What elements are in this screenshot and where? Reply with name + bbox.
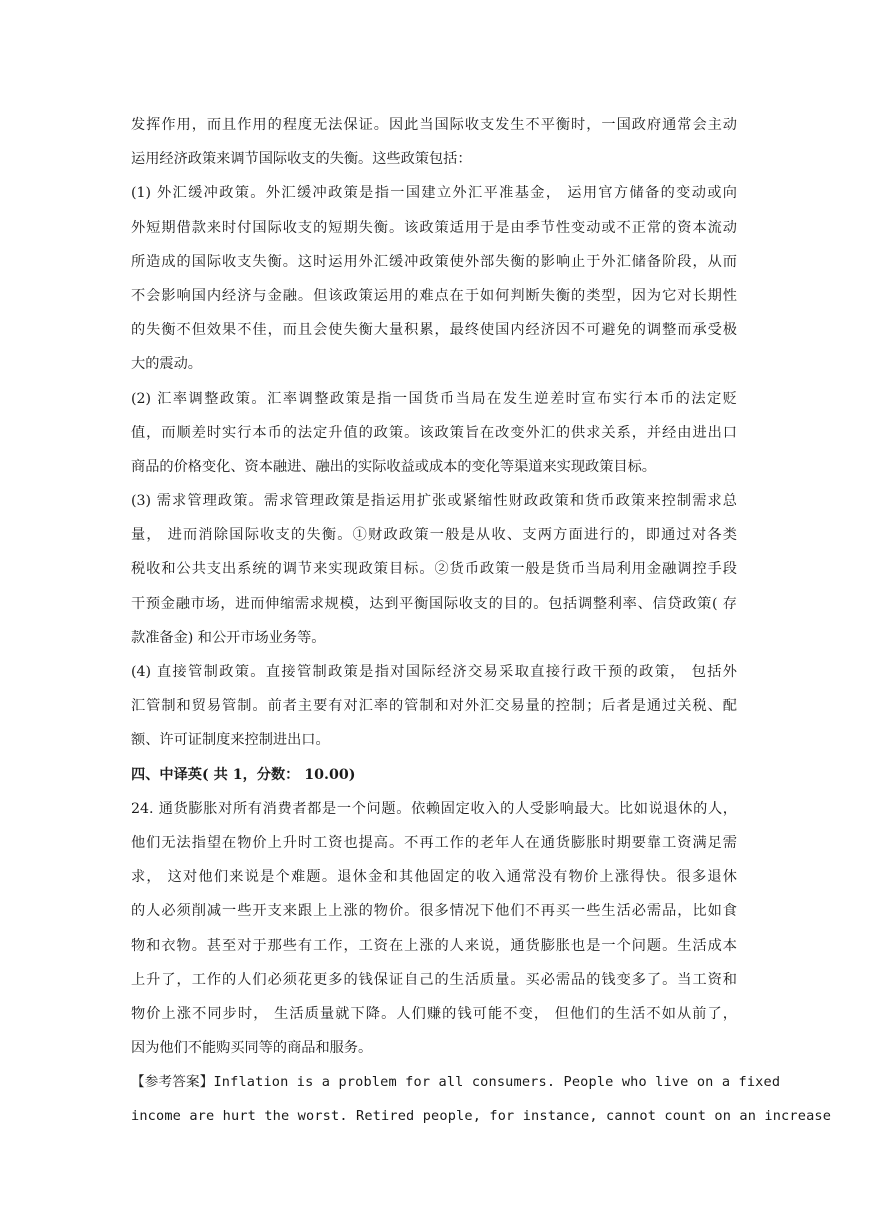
text-line: 因为他们不能购买同等的商品和服务。 — [131, 1040, 373, 1057]
text-line: 税收和公共支出系统的调节来实现政策目标。②货币政策一般是货币当局利用金融调控手段 — [131, 561, 737, 578]
section-heading: 四、中译英( 共 1，分数： 10.00) — [131, 766, 356, 783]
text-line: 额、许可证制度来控制进出口。 — [131, 732, 330, 749]
reference-answer-line: income are hurt the worst. Retired people, for instance, cannot count on an increase — [131, 1108, 832, 1125]
document-body — [131, 108, 832, 1134]
text-line: 值，而顺差时实行本币的法定升值的政策。该政策旨在改变外汇的供求关系，并经由进出口 — [131, 424, 737, 441]
text-line: 大的震动。 — [131, 356, 202, 373]
text-line: 所造成的国际收支失衡。这时运用外汇缓冲政策使外部失衡的影响止于外汇储备阶段，从而 — [131, 253, 737, 270]
text-line: 物价上涨不同步时， 生活质量就下降。人们赚的钱可能不变， 但他们的生活不如从前了， — [131, 1005, 737, 1022]
policy-1-line: (1) 外汇缓冲政策。外汇缓冲政策是指一国建立外汇平准基金， 运用官方储备的变动或向 — [131, 185, 737, 202]
text-line: 汇管制和贸易管制。前者主要有对汇率的管制和对外汇交易量的控制；后者是通过关税、配 — [131, 698, 737, 715]
text-line: 求， 这对他们来说是个难题。退休金和其他固定的收入通常没有物价上涨得快。很多退休 — [131, 869, 737, 886]
question-24-line: 24. 通货膨胀对所有消费者都是一个问题。依赖固定收入的人受影响最大。比如说退休的人， — [131, 800, 737, 817]
text-line: 干预金融市场，进而伸缩需求规模，达到平衡国际收支的目的。包括调整利率、信贷政策( 存 — [131, 595, 737, 612]
policy-4-line: (4) 直接管制政策。直接管制政策是指对国际经济交易采取直接行政干预的政策， 包括外 — [131, 664, 737, 680]
text-line: 的失衡不但效果不佳，而且会使失衡大量积累，最终使国内经济因不可避免的调整而承受极 — [131, 322, 737, 339]
text-line: 外短期借款来时付国际收支的短期失衡。该政策适用于是由季节性变动或不正常的资本流动 — [131, 219, 737, 236]
text-line: 商品的价格变化、资本融进、融出的实际收益或成本的变化等渠道来实现政策目标。 — [131, 458, 656, 475]
text-line: 款准备金) 和公开市场业务等。 — [131, 629, 326, 646]
text-line: 量， 进而消除国际收支的失衡。①财政政策一般是从收、支两方面进行的，即通过对各类 — [131, 527, 737, 544]
text-line: 发挥作用，而且作用的程度无法保证。因此当国际收支发生不平衡时，一国政府通常会主动 — [131, 117, 737, 133]
text-line: 运用经济政策来调节国际收支的失衡。这些政策包括： — [131, 151, 472, 168]
text-line: 他们无法指望在物价上升时工资也提高。不再工作的老年人在通货膨胀时期要靠工资满足需 — [131, 834, 737, 851]
text-line: 物和衣物。甚至对于那些有工作，工资在上涨的人来说，通货膨胀也是一个问题。生活成本 — [131, 937, 737, 954]
policy-2-line: (2) 汇率调整政策。汇率调整政策是指一国货币当局在发生逆差时宣布实行本币的法定贬 — [131, 390, 737, 407]
text-line: 上升了，工作的人们必须花更多的钱保证自己的生活质量。买必需品的钱变多了。当工资和 — [131, 971, 737, 988]
reference-answer-line: 【参考答案】Inflation is a problem for all consumers. People who live on a fixed — [131, 1074, 781, 1091]
policy-3-line: (3) 需求管理政策。需求管理政策是指运用扩张或紧缩性财政政策和货币政策来控制需求总 — [131, 493, 737, 510]
text-line: 不会影响国内经济与金融。但该政策运用的难点在于如何判断失衡的类型，因为它对长期性 — [131, 287, 737, 304]
text-line: 的人必须削减一些开支来跟上上涨的物价。很多情况下他们不再买一些生活必需品，比如食 — [131, 903, 737, 920]
